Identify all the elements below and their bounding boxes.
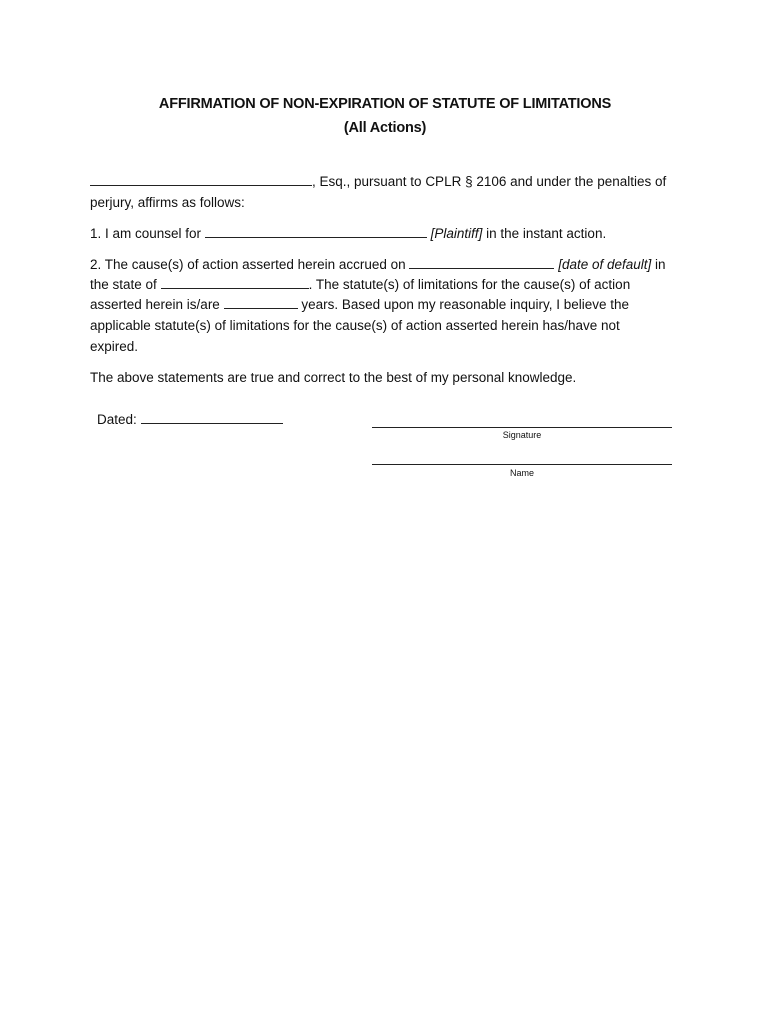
years-suffix: years. Based upon my reasonable inquiry, I believe the (297, 297, 630, 312)
default-date-placeholder: [date of default] (558, 257, 652, 272)
intro-line (90, 172, 690, 192)
state-suffix: . The statute(s) of limitations for the cause(s) of action (308, 277, 631, 292)
dated-field[interactable] (141, 410, 283, 424)
item-2-line-4: applicable statute(s) of limitations for the cause(s) of action asserted herein has/have not (90, 318, 620, 333)
name-label: Name (509, 468, 534, 478)
document-subtitle: (All Actions) (343, 120, 427, 136)
name-line[interactable] (372, 464, 672, 465)
state-label: the state of (90, 277, 157, 292)
signature-line[interactable] (372, 427, 672, 428)
plaintiff-field[interactable] (205, 224, 427, 238)
item-2-line-1 (90, 255, 690, 275)
item2-suffix: in (651, 257, 666, 272)
statement: The above statements are true and correct to the best of my personal knowledge. (90, 370, 577, 385)
intro-line-2: perjury, affirms as follows: (90, 195, 245, 210)
item-2-line-2 (90, 275, 690, 295)
item2-text: 2. The cause(s) of action asserted herein accrued on (90, 257, 406, 272)
item-2-line-3 (90, 295, 690, 315)
years-label: asserted herein is/are (90, 297, 220, 312)
plaintiff-placeholder: [Plaintiff] (430, 226, 483, 241)
dated-label: Dated: (97, 412, 137, 427)
state-field[interactable] (161, 275, 309, 289)
attorney-name-field[interactable] (90, 172, 312, 186)
intro-text: , Esq., pursuant to CPLR § 2106 and under the penalties of (312, 174, 667, 189)
default-date-field[interactable] (409, 255, 554, 269)
item1-suffix: in the instant action. (482, 226, 607, 241)
document-title: AFFIRMATION OF NON-EXPIRATION OF STATUTE OF LIMITATIONS (158, 96, 612, 112)
item-2-line-5: expired. (90, 339, 139, 354)
item1-text: 1. I am counsel for (90, 226, 202, 241)
signature-label: Signature (502, 430, 542, 440)
years-field[interactable] (224, 295, 298, 309)
item-1 (90, 224, 690, 244)
